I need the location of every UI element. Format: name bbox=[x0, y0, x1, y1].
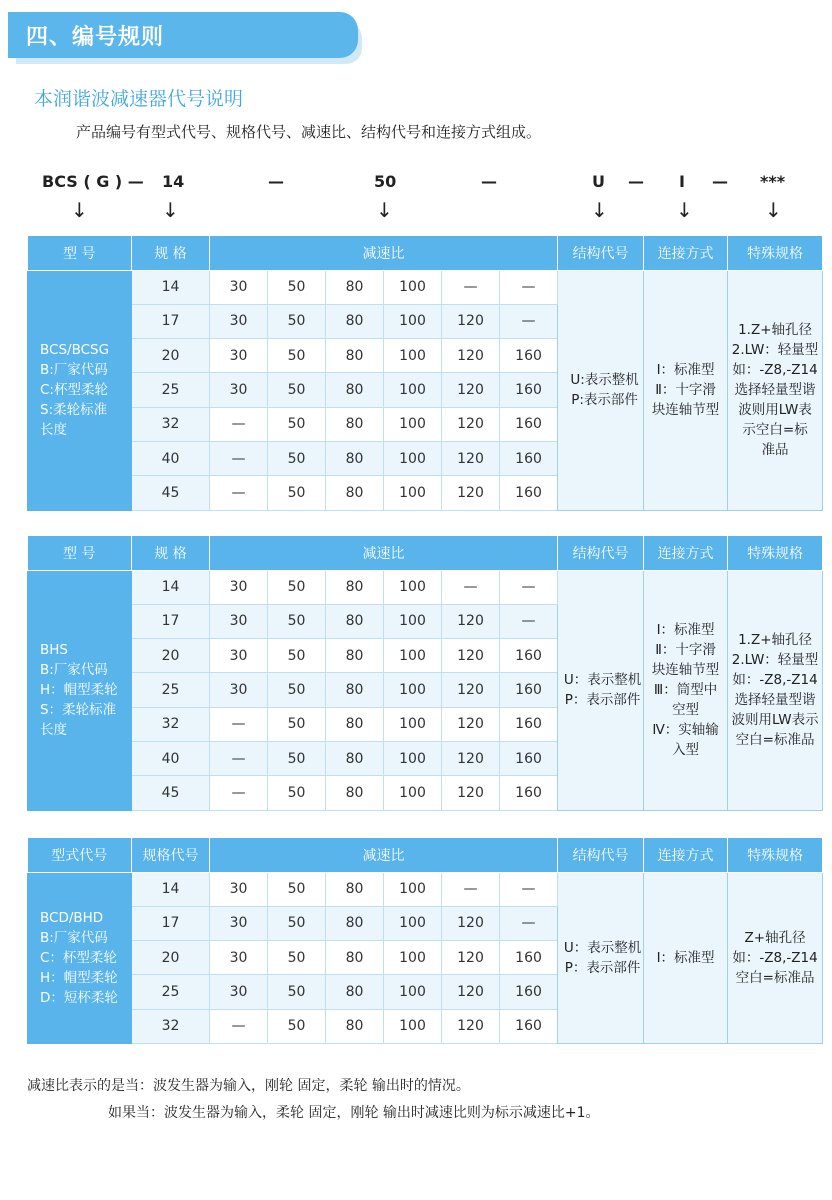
size-cell: 40 bbox=[132, 741, 210, 775]
ratio-cell: — bbox=[442, 872, 500, 906]
ratio-cell: 100 bbox=[384, 639, 442, 673]
ratio-cell: 100 bbox=[384, 906, 442, 940]
ratio-cell: 30 bbox=[210, 673, 268, 707]
size-cell: 32 bbox=[132, 1009, 210, 1043]
ratio-cell: 100 bbox=[384, 304, 442, 338]
header-connection: 连接方式 bbox=[644, 536, 728, 570]
ratio-cell: 120 bbox=[442, 673, 500, 707]
header-size: 规格代号 bbox=[132, 838, 210, 872]
ratio-cell: 100 bbox=[384, 707, 442, 741]
ratio-cell: 50 bbox=[268, 776, 326, 810]
ratio-cell: 30 bbox=[210, 975, 268, 1009]
ratio-cell: 100 bbox=[384, 776, 442, 810]
size-cell: 17 bbox=[132, 304, 210, 338]
header-structure: 结构代号 bbox=[558, 838, 644, 872]
special-description: Z+轴孔径 如：-Z8,-Z14 空白=标准品 bbox=[728, 872, 823, 1043]
ratio-cell: 30 bbox=[210, 872, 268, 906]
size-cell: 14 bbox=[132, 570, 210, 604]
ratio-cell: 100 bbox=[384, 476, 442, 510]
down-arrow-icon: ↓ bbox=[71, 198, 88, 222]
ratio-cell: 80 bbox=[326, 707, 384, 741]
footer-note: 减速比表示的是当：波发生器为输入，刚轮 固定，柔轮 输出时的情况。 bbox=[27, 1078, 470, 1094]
ratio-cell: 120 bbox=[442, 639, 500, 673]
ratio-cell: 80 bbox=[326, 270, 384, 304]
code-connection: I bbox=[679, 172, 685, 191]
ratio-cell: 100 bbox=[384, 270, 442, 304]
header-ratio: 减速比 bbox=[210, 236, 558, 270]
size-cell: 40 bbox=[132, 441, 210, 475]
ratio-cell: 160 bbox=[500, 339, 558, 373]
header-ratio: 减速比 bbox=[210, 838, 558, 872]
spec-table-bcd bbox=[27, 838, 823, 1044]
ratio-cell: 120 bbox=[442, 476, 500, 510]
down-arrow-icon: ↓ bbox=[591, 198, 608, 222]
ratio-cell: 120 bbox=[442, 906, 500, 940]
footer-note: 如果当：波发生器为输入，柔轮 固定，刚轮 输出时减速比则为标示减速比+1。 bbox=[108, 1105, 600, 1121]
ratio-cell: 80 bbox=[326, 304, 384, 338]
code-model: BCS ( G ) — bbox=[42, 172, 144, 191]
ratio-cell: 50 bbox=[268, 304, 326, 338]
header-size: 规 格 bbox=[132, 236, 210, 270]
special-description: 1.Z+轴孔径 2.LW：轻量型 如：-Z8,-Z14 选择轻量型谐 波则用LW表示 空白=标准品 bbox=[728, 570, 823, 810]
model-description: BCD/BHD B:厂家代码 C：杯型柔轮 H：帽型柔轮 D：短杯柔轮 bbox=[28, 872, 132, 1043]
header-ratio: 减速比 bbox=[210, 536, 558, 570]
ratio-cell: 120 bbox=[442, 1009, 500, 1043]
structure-description: U:表示整机 P:表示部件 bbox=[558, 270, 644, 510]
section-banner bbox=[8, 12, 358, 58]
ratio-cell: 80 bbox=[326, 872, 384, 906]
ratio-cell: 30 bbox=[210, 304, 268, 338]
header-structure: 结构代号 bbox=[558, 536, 644, 570]
ratio-cell: 160 bbox=[500, 776, 558, 810]
code-dash: — bbox=[712, 172, 728, 191]
size-cell: 32 bbox=[132, 407, 210, 441]
ratio-cell: 80 bbox=[326, 906, 384, 940]
header-model: 型式代号 bbox=[28, 838, 132, 872]
ratio-cell: — bbox=[442, 570, 500, 604]
code-ratio: 50 bbox=[374, 172, 397, 191]
ratio-cell: 30 bbox=[210, 604, 268, 638]
ratio-cell: 100 bbox=[384, 941, 442, 975]
ratio-cell: 50 bbox=[268, 339, 326, 373]
ratio-cell: 50 bbox=[268, 441, 326, 475]
ratio-cell: 50 bbox=[268, 975, 326, 1009]
ratio-cell: 160 bbox=[500, 673, 558, 707]
header-connection: 连接方式 bbox=[644, 236, 728, 270]
header-model: 型 号 bbox=[28, 236, 132, 270]
code-dash: — bbox=[481, 172, 497, 191]
ratio-cell: 80 bbox=[326, 741, 384, 775]
code-size: 14 bbox=[162, 172, 185, 191]
size-cell: 20 bbox=[132, 339, 210, 373]
ratio-cell: 120 bbox=[442, 776, 500, 810]
ratio-cell: — bbox=[210, 1009, 268, 1043]
ratio-cell: 80 bbox=[326, 941, 384, 975]
size-cell: 25 bbox=[132, 373, 210, 407]
ratio-cell: 100 bbox=[384, 604, 442, 638]
ratio-cell: 50 bbox=[268, 407, 326, 441]
ratio-cell: 160 bbox=[500, 975, 558, 1009]
ratio-cell: — bbox=[210, 476, 268, 510]
ratio-cell: 50 bbox=[268, 604, 326, 638]
ratio-cell: 100 bbox=[384, 373, 442, 407]
special-description: 1.Z+轴孔径 2.LW：轻量型 如：-Z8,-Z14 选择轻量型谐 波则用LW表 示空白=标 准品 bbox=[728, 270, 823, 510]
header-connection: 连接方式 bbox=[644, 838, 728, 872]
ratio-cell: 80 bbox=[326, 975, 384, 1009]
model-description: BCS/BCSG B:厂家代码 C:杯型柔轮 S:柔轮标准 长度 bbox=[28, 270, 132, 510]
ratio-cell: 80 bbox=[326, 476, 384, 510]
code-special: *** bbox=[760, 172, 786, 191]
ratio-cell: 120 bbox=[442, 707, 500, 741]
ratio-cell: 160 bbox=[500, 476, 558, 510]
ratio-cell: — bbox=[500, 304, 558, 338]
size-cell: 25 bbox=[132, 673, 210, 707]
size-cell: 25 bbox=[132, 975, 210, 1009]
size-cell: 45 bbox=[132, 476, 210, 510]
size-cell: 20 bbox=[132, 639, 210, 673]
code-dash: — bbox=[268, 172, 284, 191]
ratio-cell: 80 bbox=[326, 776, 384, 810]
intro-text: 产品编号有型式代号、规格代号、减速比、结构代号和连接方式组成。 bbox=[76, 123, 542, 141]
ratio-cell: 50 bbox=[268, 476, 326, 510]
size-cell: 45 bbox=[132, 776, 210, 810]
ratio-cell: 80 bbox=[326, 604, 384, 638]
ratio-cell: — bbox=[500, 270, 558, 304]
ratio-cell: 50 bbox=[268, 872, 326, 906]
header-size: 规 格 bbox=[132, 536, 210, 570]
ratio-cell: 120 bbox=[442, 975, 500, 1009]
ratio-cell: 100 bbox=[384, 570, 442, 604]
ratio-cell: 30 bbox=[210, 906, 268, 940]
code-structure: U bbox=[592, 172, 605, 191]
ratio-cell: 120 bbox=[442, 604, 500, 638]
ratio-cell: — bbox=[442, 270, 500, 304]
size-cell: 32 bbox=[132, 707, 210, 741]
ratio-cell: 120 bbox=[442, 407, 500, 441]
header-structure: 结构代号 bbox=[558, 236, 644, 270]
down-arrow-icon: ↓ bbox=[676, 198, 693, 222]
ratio-cell: 160 bbox=[500, 741, 558, 775]
ratio-cell: 80 bbox=[326, 639, 384, 673]
ratio-cell: 120 bbox=[442, 373, 500, 407]
ratio-cell: 100 bbox=[384, 673, 442, 707]
size-cell: 14 bbox=[132, 270, 210, 304]
size-cell: 17 bbox=[132, 604, 210, 638]
code-dash: — bbox=[628, 172, 644, 191]
size-cell: 14 bbox=[132, 872, 210, 906]
ratio-cell: 50 bbox=[268, 941, 326, 975]
structure-description: U：表示整机 P：表示部件 bbox=[558, 570, 644, 810]
table-header-row bbox=[28, 236, 823, 270]
table-row bbox=[28, 570, 823, 604]
ratio-cell: 100 bbox=[384, 441, 442, 475]
ratio-cell: 50 bbox=[268, 639, 326, 673]
connection-description: Ⅰ：标准型 Ⅱ：十字滑 块连轴节型 bbox=[644, 270, 728, 510]
ratio-cell: 100 bbox=[384, 407, 442, 441]
structure-description: U：表示整机 P：表示部件 bbox=[558, 872, 644, 1043]
connection-description: Ⅰ：标准型 Ⅱ：十字滑 块连轴节型 Ⅲ：筒型中 空型 Ⅳ：实轴输 入型 bbox=[644, 570, 728, 810]
ratio-cell: 50 bbox=[268, 673, 326, 707]
ratio-cell: 160 bbox=[500, 1009, 558, 1043]
spec-table-bcs bbox=[27, 236, 823, 511]
table-header-row bbox=[28, 536, 823, 570]
ratio-cell: 100 bbox=[384, 1009, 442, 1043]
ratio-cell: 160 bbox=[500, 639, 558, 673]
ratio-cell: 30 bbox=[210, 639, 268, 673]
ratio-cell: 120 bbox=[442, 941, 500, 975]
ratio-cell: 100 bbox=[384, 872, 442, 906]
ratio-cell: 50 bbox=[268, 906, 326, 940]
ratio-cell: 80 bbox=[326, 673, 384, 707]
ratio-cell: — bbox=[500, 570, 558, 604]
header-model: 型 号 bbox=[28, 536, 132, 570]
ratio-cell: 80 bbox=[326, 339, 384, 373]
ratio-cell: 30 bbox=[210, 570, 268, 604]
ratio-cell: 80 bbox=[326, 570, 384, 604]
ratio-cell: 100 bbox=[384, 975, 442, 1009]
header-special: 特殊规格 bbox=[728, 838, 823, 872]
ratio-cell: 30 bbox=[210, 941, 268, 975]
ratio-cell: 100 bbox=[384, 339, 442, 373]
subtitle: 本润谐波减速器代号说明 bbox=[34, 88, 244, 110]
ratio-cell: 160 bbox=[500, 441, 558, 475]
ratio-cell: 120 bbox=[442, 304, 500, 338]
model-description: BHS B:厂家代码 H：帽型柔轮 S：柔轮标准 长度 bbox=[28, 570, 132, 810]
table-row bbox=[28, 270, 823, 304]
size-cell: 17 bbox=[132, 906, 210, 940]
connection-description: Ⅰ：标准型 bbox=[644, 872, 728, 1043]
ratio-cell: — bbox=[500, 872, 558, 906]
ratio-cell: 50 bbox=[268, 373, 326, 407]
ratio-cell: 50 bbox=[268, 1009, 326, 1043]
down-arrow-icon: ↓ bbox=[162, 198, 179, 222]
ratio-cell: 160 bbox=[500, 407, 558, 441]
ratio-cell: 160 bbox=[500, 373, 558, 407]
ratio-cell: 30 bbox=[210, 270, 268, 304]
ratio-cell: 80 bbox=[326, 373, 384, 407]
ratio-cell: 120 bbox=[442, 339, 500, 373]
down-arrow-icon: ↓ bbox=[376, 198, 393, 222]
ratio-cell: 50 bbox=[268, 707, 326, 741]
ratio-cell: 80 bbox=[326, 1009, 384, 1043]
ratio-cell: — bbox=[500, 604, 558, 638]
spec-table-bhs bbox=[27, 536, 823, 811]
ratio-cell: 50 bbox=[268, 741, 326, 775]
ratio-cell: 120 bbox=[442, 741, 500, 775]
down-arrow-icon: ↓ bbox=[765, 198, 782, 222]
ratio-cell: 100 bbox=[384, 741, 442, 775]
ratio-cell: 160 bbox=[500, 707, 558, 741]
ratio-cell: — bbox=[500, 906, 558, 940]
ratio-cell: 120 bbox=[442, 441, 500, 475]
ratio-cell: — bbox=[210, 707, 268, 741]
ratio-cell: 160 bbox=[500, 941, 558, 975]
size-cell: 20 bbox=[132, 941, 210, 975]
section-title: 四、编号规则 bbox=[26, 25, 165, 50]
ratio-cell: — bbox=[210, 741, 268, 775]
ratio-cell: 50 bbox=[268, 270, 326, 304]
ratio-cell: — bbox=[210, 407, 268, 441]
header-special: 特殊规格 bbox=[728, 236, 823, 270]
ratio-cell: 30 bbox=[210, 373, 268, 407]
table-row bbox=[28, 872, 823, 906]
header-special: 特殊规格 bbox=[728, 536, 823, 570]
ratio-cell: 80 bbox=[326, 441, 384, 475]
ratio-cell: — bbox=[210, 441, 268, 475]
ratio-cell: 80 bbox=[326, 407, 384, 441]
ratio-cell: 30 bbox=[210, 339, 268, 373]
ratio-cell: — bbox=[210, 776, 268, 810]
table-header-row bbox=[28, 838, 823, 872]
ratio-cell: 50 bbox=[268, 570, 326, 604]
